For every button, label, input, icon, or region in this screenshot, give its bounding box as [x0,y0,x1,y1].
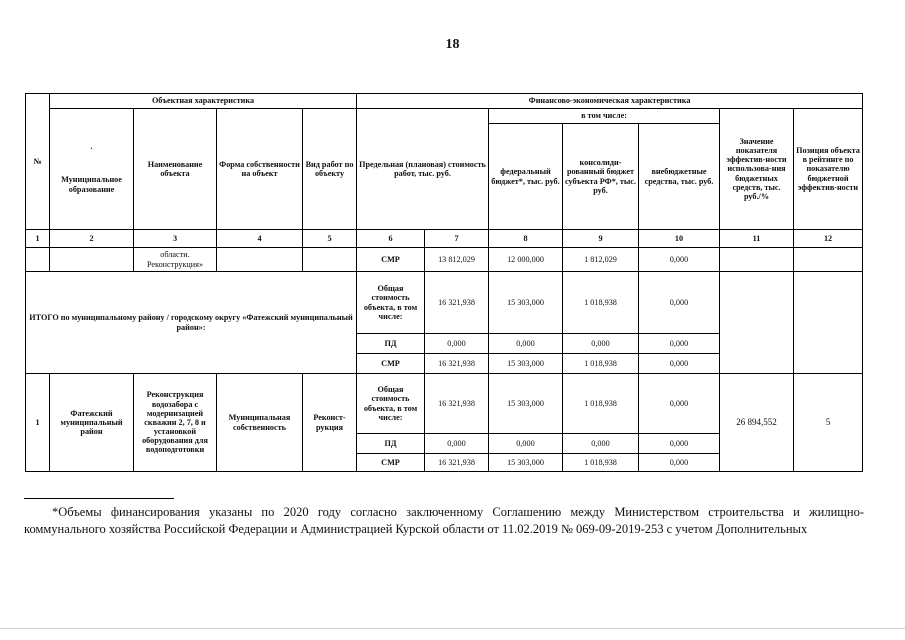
extrabudget-cost: 0,000 [639,454,720,472]
col-number: 11 [720,230,794,248]
footnote: *Объемы финансирования указаны по 2020 году согласно заключенному Соглашению между Министерством строительства и жилищно-коммунального хозяйства Российской Федерации и Администрацией Курской области от 11.02.2019 № 069-09-2019-253 с учетом Дополнительных [24,505,864,536]
header-federal: федеральный бюджет*, тыс. руб. [489,124,563,230]
col-number: 3 [134,230,217,248]
total-cost: 16 321,938 [425,354,489,374]
page-bottom-divider [0,628,905,629]
cost-type: Общая стоимость объекта, в том числе: [357,374,425,434]
consolidated-cost: 0,000 [563,334,639,354]
col-number: 1 [26,230,50,248]
extrabudget-cost: 0,000 [639,272,720,334]
consolidated-cost: 1 018,938 [563,272,639,334]
consolidated-cost: 1 018,938 [563,354,639,374]
object-indicator: 26 894,552 [720,374,794,472]
col-number: 5 [303,230,357,248]
col-number: 6 [357,230,425,248]
header-rank: Позиция объекта в рейтинге по показателю бюджетной эффектив-ности [794,109,863,230]
header-ownership: Форма собственности на объект [217,109,303,230]
page-number: 18 [445,37,460,52]
footnote-divider [24,498,174,499]
header-dot: · [90,144,93,154]
federal-cost: 12 000,000 [489,248,563,272]
continuation-row [26,248,863,272]
header-municipality: · Муниципальное образование [50,109,134,230]
federal-cost: 15 303,000 [489,272,563,334]
federal-cost: 0,000 [489,434,563,454]
header-consolidated: консолиди-рованный бюджет субъекта РФ*, тыс. руб. [563,124,639,230]
object-name-cont: области. Реконструкция» [134,248,217,272]
object-name: Реконструкция водозабора с модернизацией скважин 2, 7, 8 и установкой оборудования для водоподготовки [134,374,217,472]
col-number: 4 [217,230,303,248]
col-number: 2 [50,230,134,248]
consolidated-cost: 0,000 [563,434,639,454]
header-object-name: Наименование объекта [134,109,217,230]
object-ownership: Муниципальная собственность [217,374,303,472]
object-rank: 5 [794,374,863,472]
col-number: 9 [563,230,639,248]
extrabudget-cost: 0,000 [639,434,720,454]
consolidated-cost: 1 812,029 [563,248,639,272]
extrabudget-cost: 0,000 [639,354,720,374]
total-cost: 16 321,938 [425,272,489,334]
header-num: № [26,94,50,230]
federal-cost: 15 303,000 [489,454,563,472]
total-cost: 0,000 [425,334,489,354]
extrabudget-cost: 0,000 [639,374,720,434]
total-cost: 13 812,029 [425,248,489,272]
itogo-label: ИТОГО по муниципальному району / городскому округу «Фатежский муниципальный район»: [26,272,357,374]
header-finance-group: Финансово-экономическая характеристика [357,94,863,109]
finance-table [25,93,863,472]
header-object-group: Объектная характеристика [50,94,357,109]
header-extrabudget: внебюджетные средства, тыс. руб. [639,124,720,230]
header-in-that-number: в том числе: [489,109,720,124]
total-cost: 16 321,938 [425,374,489,434]
object-row [26,374,863,434]
header-max-cost: Предельная (плановая) стоимость работ, тыс. руб. [357,109,489,230]
cost-type: СМР [357,248,425,272]
cost-type: Общая стоимость объекта, в том числе: [357,272,425,334]
federal-cost: 15 303,000 [489,374,563,434]
cost-type: СМР [357,354,425,374]
object-work-type: Реконст-рукция [303,374,357,472]
header-work-type: Вид работ по объекту [303,109,357,230]
federal-cost: 15 303,000 [489,354,563,374]
col-number: 12 [794,230,863,248]
consolidated-cost: 1 018,938 [563,374,639,434]
extrabudget-cost: 0,000 [639,334,720,354]
object-num: 1 [26,374,50,472]
column-numbers-row [26,230,863,248]
cost-type: СМР [357,454,425,472]
cost-type: ПД [357,334,425,354]
col-number: 7 [425,230,489,248]
consolidated-cost: 1 018,938 [563,454,639,472]
total-cost: 16 321,938 [425,454,489,472]
object-municipality: Фатежский муниципальный район [50,374,134,472]
header-indicator: Значение показателя эффектив-ности использова-ния бюджетных средств, тыс. руб./% [720,109,794,230]
col-number: 10 [639,230,720,248]
itogo-row [26,272,863,334]
federal-cost: 0,000 [489,334,563,354]
total-cost: 0,000 [425,434,489,454]
col-number: 8 [489,230,563,248]
cost-type: ПД [357,434,425,454]
extrabudget-cost: 0,000 [639,248,720,272]
